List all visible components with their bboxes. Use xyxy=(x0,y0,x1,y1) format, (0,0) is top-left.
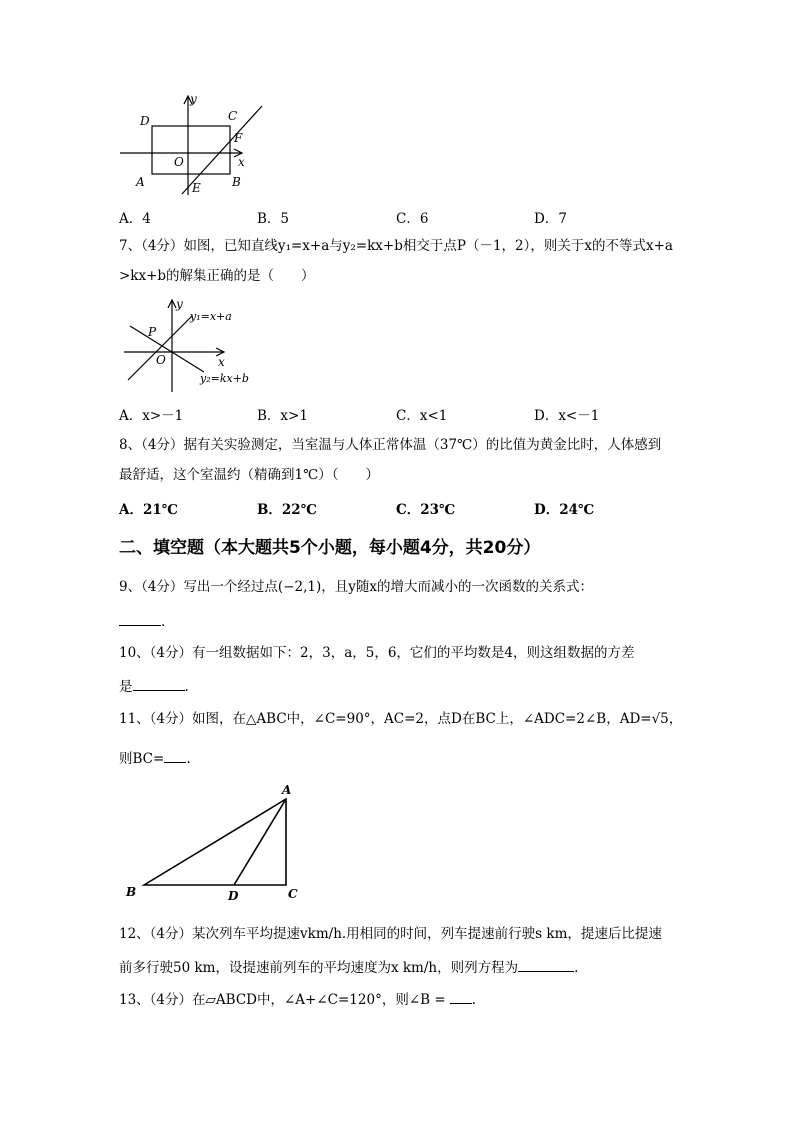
q12-line1 xyxy=(119,925,662,943)
q7-option-a[interactable]: A．x>－1 xyxy=(119,408,184,424)
q7-label-P: P xyxy=(148,325,157,339)
q11-label-C: C xyxy=(288,887,298,900)
q6-option-b[interactable]: B．5 xyxy=(257,211,290,227)
q10-line2-start: 是 xyxy=(119,679,133,695)
q11-line2-end: . xyxy=(186,751,191,767)
q6-label-y: y xyxy=(190,92,197,106)
q8-text-1: 据有关实验测定，当室温与人体正常体温（37℃）的比值为黄金比时，人体感到 xyxy=(183,437,662,453)
q6-label-C: C xyxy=(228,109,238,123)
q9-line1 xyxy=(119,578,593,596)
q7-text-1: 如图，已知直线y₁=x+a与y₂=kx+b相交于点P（－1，2），则关于x的不等式x+a xyxy=(183,238,673,254)
q11-line2-start: 则BC= xyxy=(119,751,165,767)
q7-label-y: y xyxy=(176,297,183,311)
q7-label-x: x xyxy=(218,355,225,369)
q11-label-A: A xyxy=(282,783,292,797)
q10-line1 xyxy=(119,644,635,662)
q11-number: 11、（4分） xyxy=(119,711,193,727)
q9-answer-blank[interactable] xyxy=(119,611,161,626)
q7-figure xyxy=(118,296,268,396)
q10-text-1: 有一组数据如下：2，3，a，5，6，它们的平均数是4，则这组数据的方差 xyxy=(192,645,635,661)
q6-rectangle xyxy=(152,126,230,174)
q6-label-x: x xyxy=(238,155,245,169)
q11-answer-blank[interactable] xyxy=(164,748,186,763)
q8-option-b[interactable]: B．22℃ xyxy=(257,502,317,518)
q6-label-O: O xyxy=(174,155,184,169)
q9-line2-end: . xyxy=(161,614,166,630)
q9-line2 xyxy=(119,611,165,631)
q8-option-c[interactable]: C．23℃ xyxy=(396,502,456,518)
q6-option-c[interactable]: C．6 xyxy=(396,211,429,227)
q6-figure xyxy=(112,90,272,200)
q13-line1-end: . xyxy=(471,992,476,1008)
q7-label-y2: y₂=kx+b xyxy=(200,372,249,385)
q12-line2 xyxy=(119,957,578,977)
q11-triangle-figure xyxy=(118,780,318,900)
q7-line2: >kx+b的解集正确的是（ ） xyxy=(119,268,315,284)
q10-line2 xyxy=(119,676,189,696)
q9-text-1: 写出一个经过点(−2,1)，且y随x的增大而减小的一次函数的关系式： xyxy=(183,579,593,595)
q6-option-a[interactable]: A．4 xyxy=(119,211,151,227)
q7-option-c[interactable]: C．x<1 xyxy=(396,408,448,424)
q13-number: 13、（4分） xyxy=(119,992,193,1008)
q12-text-2: 前多行驶50 km，设提速前列车的平均速度为x km/h，则列方程为 xyxy=(119,960,519,976)
q7-line1 xyxy=(119,237,673,255)
q10-number: 10、（4分） xyxy=(119,645,193,661)
q10-answer-blank[interactable] xyxy=(133,676,185,691)
q13-text-1: 在▱ABCD中，∠A+∠C=120°，则∠B = xyxy=(192,992,446,1008)
q6-label-B: B xyxy=(232,175,241,189)
q11-line2 xyxy=(119,748,191,768)
q7-option-d[interactable]: D．x<－1 xyxy=(534,408,600,424)
q12-answer-blank[interactable] xyxy=(518,957,574,972)
q7-line-y2 xyxy=(130,326,204,372)
q7-number: 7、（4分） xyxy=(119,238,184,254)
q12-number: 12、（4分） xyxy=(119,926,193,942)
q6-label-E: E xyxy=(192,181,201,195)
q8-option-d[interactable]: D．24℃ xyxy=(534,502,595,518)
q12-line2-end: . xyxy=(574,960,579,976)
q11-segment-AD xyxy=(234,799,286,885)
q8-line1 xyxy=(119,436,661,454)
q7-label-O: O xyxy=(156,353,166,367)
q11-triangle-ABC xyxy=(144,799,286,885)
q8-option-a[interactable]: A．21℃ xyxy=(119,502,178,518)
section-heading-fill-in: 二、填空题（本大题共5个小题，每小题4分，共20分） xyxy=(119,538,541,558)
q11-label-B: B xyxy=(126,885,137,899)
q6-label-F: F xyxy=(234,131,243,145)
q11-line1 xyxy=(119,710,682,728)
q6-label-D: D xyxy=(140,114,150,128)
q11-text-1: 如图，在△ABC中，∠C=90°，AC=2，点D在BC上，∠ADC=2∠B，AD=√5， xyxy=(192,711,683,727)
q6-option-d[interactable]: D．7 xyxy=(534,211,567,227)
q9-number: 9、（4分） xyxy=(119,579,184,595)
q7-label-y1: y₁=x+a xyxy=(190,310,232,323)
q12-text-1: 某次列车平均提速vkm/h.用相同的时间，列车提速前行驶s km，提速后比提速 xyxy=(192,926,662,942)
q8-line2: 最舒适，这个室温约（精确到1℃）（ ） xyxy=(119,467,379,483)
q7-line-y1 xyxy=(128,316,192,380)
q11-label-D: D xyxy=(228,889,239,900)
q7-option-b[interactable]: B．x>1 xyxy=(257,408,308,424)
q10-line2-end: . xyxy=(184,679,189,695)
q13-answer-blank[interactable] xyxy=(450,989,472,1004)
q6-label-A: A xyxy=(136,175,145,189)
q13-line1 xyxy=(119,989,476,1009)
q8-number: 8、（4分） xyxy=(119,437,184,453)
